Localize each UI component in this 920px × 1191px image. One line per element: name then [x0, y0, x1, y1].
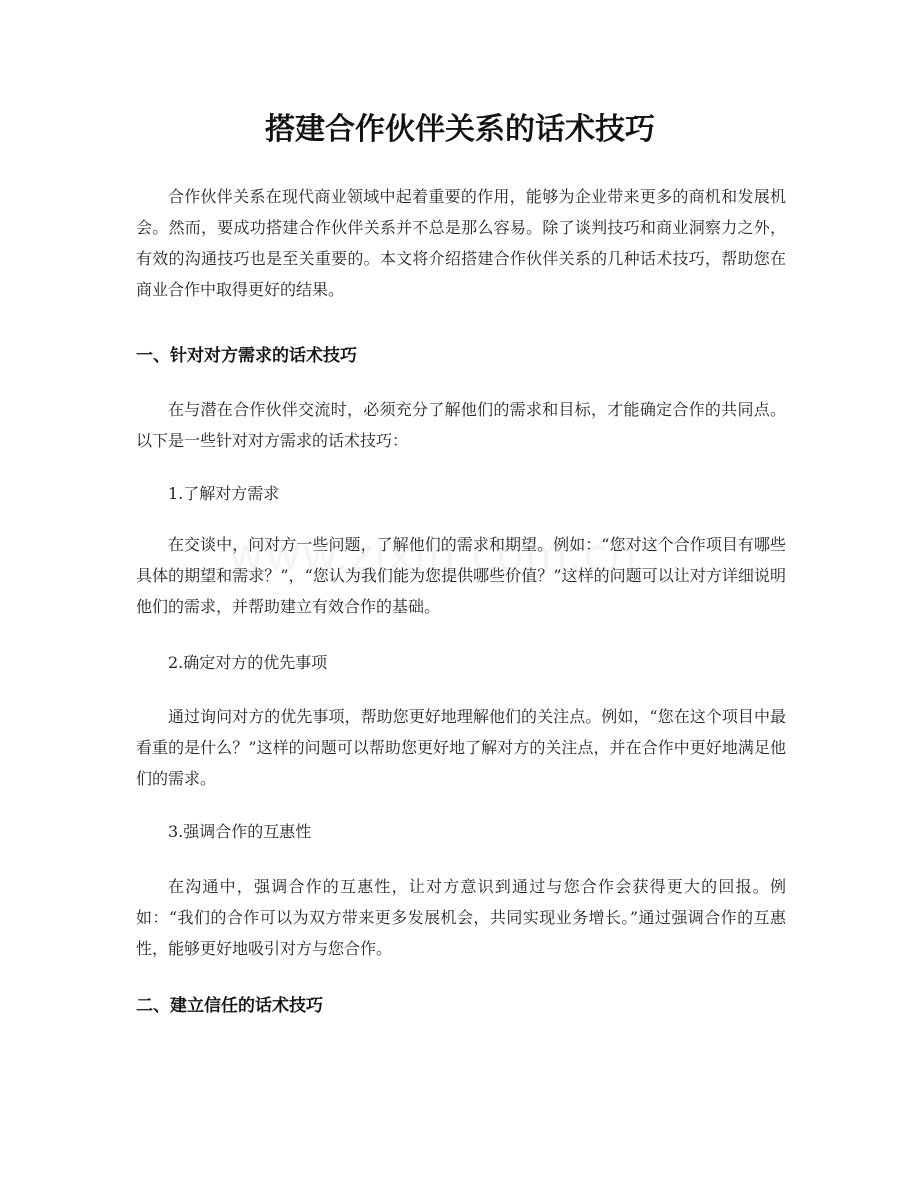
document-title: 搭建合作伙伴关系的话术技巧 [265, 112, 655, 147]
item-2-title: 2.确定对方的优先事项 [168, 653, 328, 672]
item-2-body: 通过询问对方的优先事项，帮助您更好地理解他们的关注点。例如，“您在这个项目中最看重的是什么？”这样的问题可以帮助您更好地了解对方的关注点，并在合作中更好地满足他们的需求。 [136, 707, 786, 788]
item-1-body: 在交谈中，问对方一些问题，了解他们的需求和期望。例如：“您对这个合作项目有哪些具体的期望和需求？”，“您认为我们能为您提供哪些价值？”这样的问题可以让对方详细说明他们的需求，并帮助建立有效合作的基础。 [136, 535, 786, 616]
item-3-body: 在沟通中，强调合作的互惠性，让对方意识到通过与您合作会获得更大的回报。例如：“我们的合作可以为双方带来更多发展机会，共同实现业务增长。”通过强调合作的互惠性，能够更好地吸引对方与您合作。 [136, 877, 786, 958]
section-heading-2: 二、建立信任的话术技巧 [136, 996, 323, 1016]
item-3-title: 3.强调合作的互惠性 [168, 822, 312, 841]
intro-paragraph: 合作伙伴关系在现代商业领域中起着重要的作用，能够为企业带来更多的商机和发展机会。然而，要成功搭建合作伙伴关系并不总是那么容易。除了谈判技巧和商业洞察力之外，有效的沟通技巧也是至关重要的。本文将介绍搭建合作伙伴关系的几种话术技巧，帮助您在商业合作中取得更好的结果。 [136, 187, 786, 299]
section-1-intro-paragraph: 在与潜在合作伙伴交流时，必须充分了解他们的需求和目标，才能确定合作的共同点。以下是一些针对对方需求的话术技巧： [136, 400, 786, 450]
item-1-title: 1.了解对方需求 [168, 484, 280, 503]
section-heading-1: 一、针对对方需求的话术技巧 [136, 346, 357, 366]
